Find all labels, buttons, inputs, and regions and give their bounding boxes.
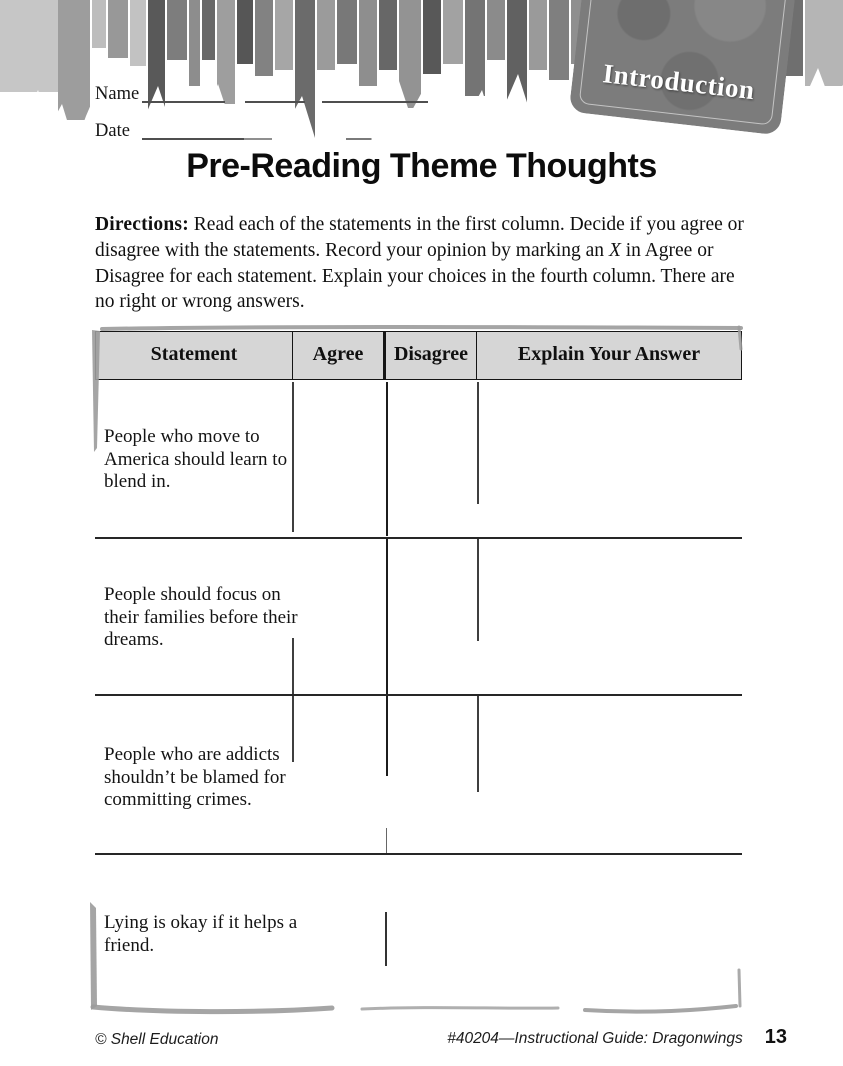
statement-cell: People who move to America should learn to blend in.	[104, 426, 288, 492]
column-line	[477, 696, 479, 792]
banner-stripe	[549, 0, 569, 80]
footer-publication: #40204—Instructional Guide: Dragonwings	[447, 1030, 743, 1047]
banner-stripe	[108, 0, 128, 58]
introduction-tab	[569, 0, 800, 135]
header-cell-agree: Agree	[293, 332, 386, 379]
footer-copyright: © Shell Education	[95, 1031, 219, 1048]
directions-text: in Agree or Disagree for each statement. Explain your choices in the fourth column. There are no right or wrong answers.	[95, 239, 735, 313]
banner-stripe	[317, 0, 335, 70]
date-line	[142, 138, 374, 140]
agree-cell	[295, 855, 385, 1005]
banner-stripe	[148, 0, 165, 112]
name-line	[142, 101, 428, 103]
banner-stripe	[529, 0, 547, 70]
header-cell-statement: Statement	[96, 332, 293, 379]
statement-cell: People who are addicts shouldn’t be blamed for committing crimes.	[104, 744, 286, 810]
name-label: Name	[95, 84, 140, 104]
statement-cell: People should focus on their families before their dreams.	[104, 584, 298, 650]
column-line	[386, 696, 388, 776]
table-header	[95, 331, 742, 380]
banner-stripe	[443, 0, 463, 64]
banner-stripe	[423, 0, 441, 74]
agree-cell	[295, 382, 385, 535]
banner-stripe	[295, 0, 315, 145]
column-line	[386, 539, 388, 694]
banner-stripe	[130, 0, 146, 66]
banner-stripe	[379, 0, 397, 70]
header-cell-disagree: Disagree	[386, 332, 477, 379]
date-label: Date	[95, 121, 130, 141]
explain-cell	[480, 539, 740, 692]
banner-stripe	[92, 0, 106, 48]
footer-right	[447, 1026, 787, 1049]
disagree-cell	[390, 539, 476, 692]
directions-label: Directions:	[95, 214, 189, 235]
page-title: Pre-Reading Theme Thoughts	[186, 147, 657, 185]
banner-stripe	[237, 0, 253, 64]
banner-stripe	[58, 0, 90, 120]
column-line	[477, 382, 479, 504]
banner-stripe	[465, 0, 485, 96]
explain-cell	[480, 696, 740, 851]
banner-stripe	[189, 0, 200, 86]
banner-stripe	[507, 0, 527, 118]
footer-page-number: 13	[764, 1026, 787, 1048]
directions	[95, 212, 751, 315]
disagree-cell	[390, 382, 476, 535]
column-line	[386, 828, 387, 853]
agree-cell	[295, 696, 385, 851]
disagree-cell	[390, 696, 476, 851]
banner-stripe	[359, 0, 377, 86]
agree-cell	[295, 539, 385, 692]
banner-stripe	[487, 0, 505, 60]
explain-cell	[480, 855, 740, 1005]
statement-cell: Lying is okay if it helps a friend.	[104, 912, 298, 956]
column-line	[386, 382, 388, 536]
column-line	[477, 539, 479, 641]
banner-stripe	[337, 0, 357, 64]
banner-stripe	[275, 0, 293, 70]
column-line	[385, 912, 387, 966]
banner-stripe	[805, 0, 843, 86]
banner-stripe	[255, 0, 273, 76]
banner-stripe	[217, 0, 235, 104]
introduction-tab-label: Introduction	[601, 58, 757, 106]
banner-stripe	[0, 0, 58, 92]
header-cell-explain: Explain Your Answer	[517, 343, 701, 365]
explain-cell	[480, 382, 740, 535]
banner-stripe	[399, 0, 421, 108]
directions-x: X	[608, 239, 621, 261]
disagree-cell	[390, 855, 476, 1005]
banner-stripe	[202, 0, 215, 60]
banner-stripe	[167, 0, 187, 60]
directions-text: Read each of the statements in the first column. Decide if you agree or disagree with the statements. Record your opinion by marking an	[95, 214, 744, 261]
